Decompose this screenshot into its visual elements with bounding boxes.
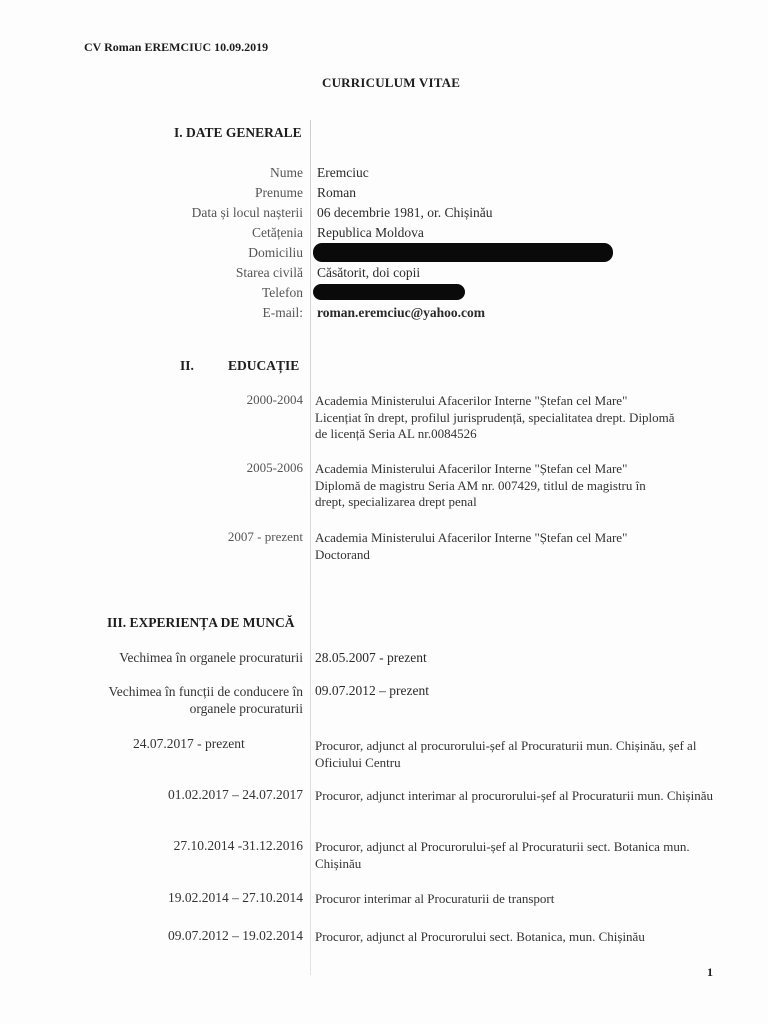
education-institution: Academia Ministerului Afacerilor Interne "Ștefan cel Mare" <box>315 393 628 408</box>
experience-seniority-value: 28.05.2007 - prezent <box>315 650 427 665</box>
general-label-civil-status: Starea civilă <box>235 265 303 280</box>
general-label-email: E-mail: <box>262 305 303 320</box>
education-institution: Academia Ministerului Afacerilor Interne "Ștefan cel Mare" <box>315 530 628 545</box>
general-value-birth: 06 decembrie 1981, or. Chișinău <box>317 205 493 220</box>
general-value-email: roman.eremciuc@yahoo.com <box>317 305 486 320</box>
general-value-citizenship: Republica Moldova <box>317 225 424 240</box>
general-label-citizenship: Cetățenia <box>252 225 303 240</box>
page-number: 1 <box>707 965 713 979</box>
experience-position-1: Procuror, adjunct al procurorului-șef al Procuraturii mun. Chișinău, șef al Oficiului Centru <box>315 738 697 770</box>
education-year-3: 2007 - prezent <box>227 529 303 544</box>
general-label-phone: Telefon <box>261 285 303 300</box>
experience-period-4: 19.02.2014 – 27.10.2014 <box>168 890 303 905</box>
experience-leadership-value: 09.07.2012 – prezent <box>315 683 429 698</box>
education-item-1 <box>315 393 675 443</box>
experience-period-5: 09.07.2012 – 19.02.2014 <box>168 928 303 943</box>
experience-period-3: 27.10.2014 -31.12.2016 <box>173 838 303 853</box>
experience-position-5: Procuror, adjunct al Procurorului sect. Botanica, mun. Chișinău <box>315 929 645 944</box>
general-label-prenume: Prenume <box>255 185 303 200</box>
general-label-domicile: Domiciliu <box>248 245 303 260</box>
section-general-heading: I. DATE GENERALE <box>174 125 302 140</box>
section-education-number: II. <box>180 358 194 373</box>
general-label-birth: Data și locul nașterii <box>191 205 303 220</box>
general-label-nume: Nume <box>270 165 303 180</box>
document-header: CV Roman EREMCIUC 10.09.2019 <box>84 40 269 54</box>
section-education-heading: EDUCAȚIE <box>228 358 300 373</box>
experience-period-1: 24.07.2017 - prezent <box>133 736 245 751</box>
experience-period-2: 01.02.2017 – 24.07.2017 <box>168 787 303 802</box>
experience-position-3: Procuror, adjunct al Procurorului-șef al Procuraturii sect. Botanica mun. Chișinău <box>315 839 690 871</box>
education-diploma: Diplomă de magistru Seria AM nr. 007429, titlul de magistru în drept, specializarea drept penal <box>315 477 646 509</box>
education-status: Doctorand <box>315 546 370 562</box>
education-year-1: 2000-2004 <box>246 392 303 407</box>
education-institution: Academia Ministerului Afacerilor Interne "Ștefan cel Mare" <box>315 461 628 476</box>
education-item-2 <box>315 461 675 511</box>
experience-position-4: Procuror interimar al Procuraturii de transport <box>315 891 555 906</box>
education-diploma: Licențiat în drept, profilul jurisprudență, specialitatea drept. Diplomă de licență Seria AL nr.0084526 <box>315 409 675 441</box>
column-divider <box>310 120 311 975</box>
experience-seniority-label: Vechimea în organele procuraturii <box>119 650 303 665</box>
redacted-phone <box>313 284 465 300</box>
general-value-civil-status: Căsătorit, doi copii <box>317 265 421 280</box>
document-title: CURRICULUM VITAE <box>322 75 461 90</box>
education-item-3 <box>315 530 675 563</box>
experience-position-2: Procuror, adjunct interimar al procurorului-șef al Procuraturii mun. Chișinău <box>315 788 714 803</box>
redacted-domicile <box>313 243 613 262</box>
experience-leadership-label: Vechimea în funcții de conducere în organele procuraturii <box>108 684 303 716</box>
section-experience-heading: III. EXPERIENȚA DE MUNCĂ <box>107 615 295 630</box>
general-value-nume: Eremciuc <box>317 165 369 180</box>
education-year-2: 2005-2006 <box>246 460 303 475</box>
general-value-prenume: Roman <box>317 185 356 200</box>
